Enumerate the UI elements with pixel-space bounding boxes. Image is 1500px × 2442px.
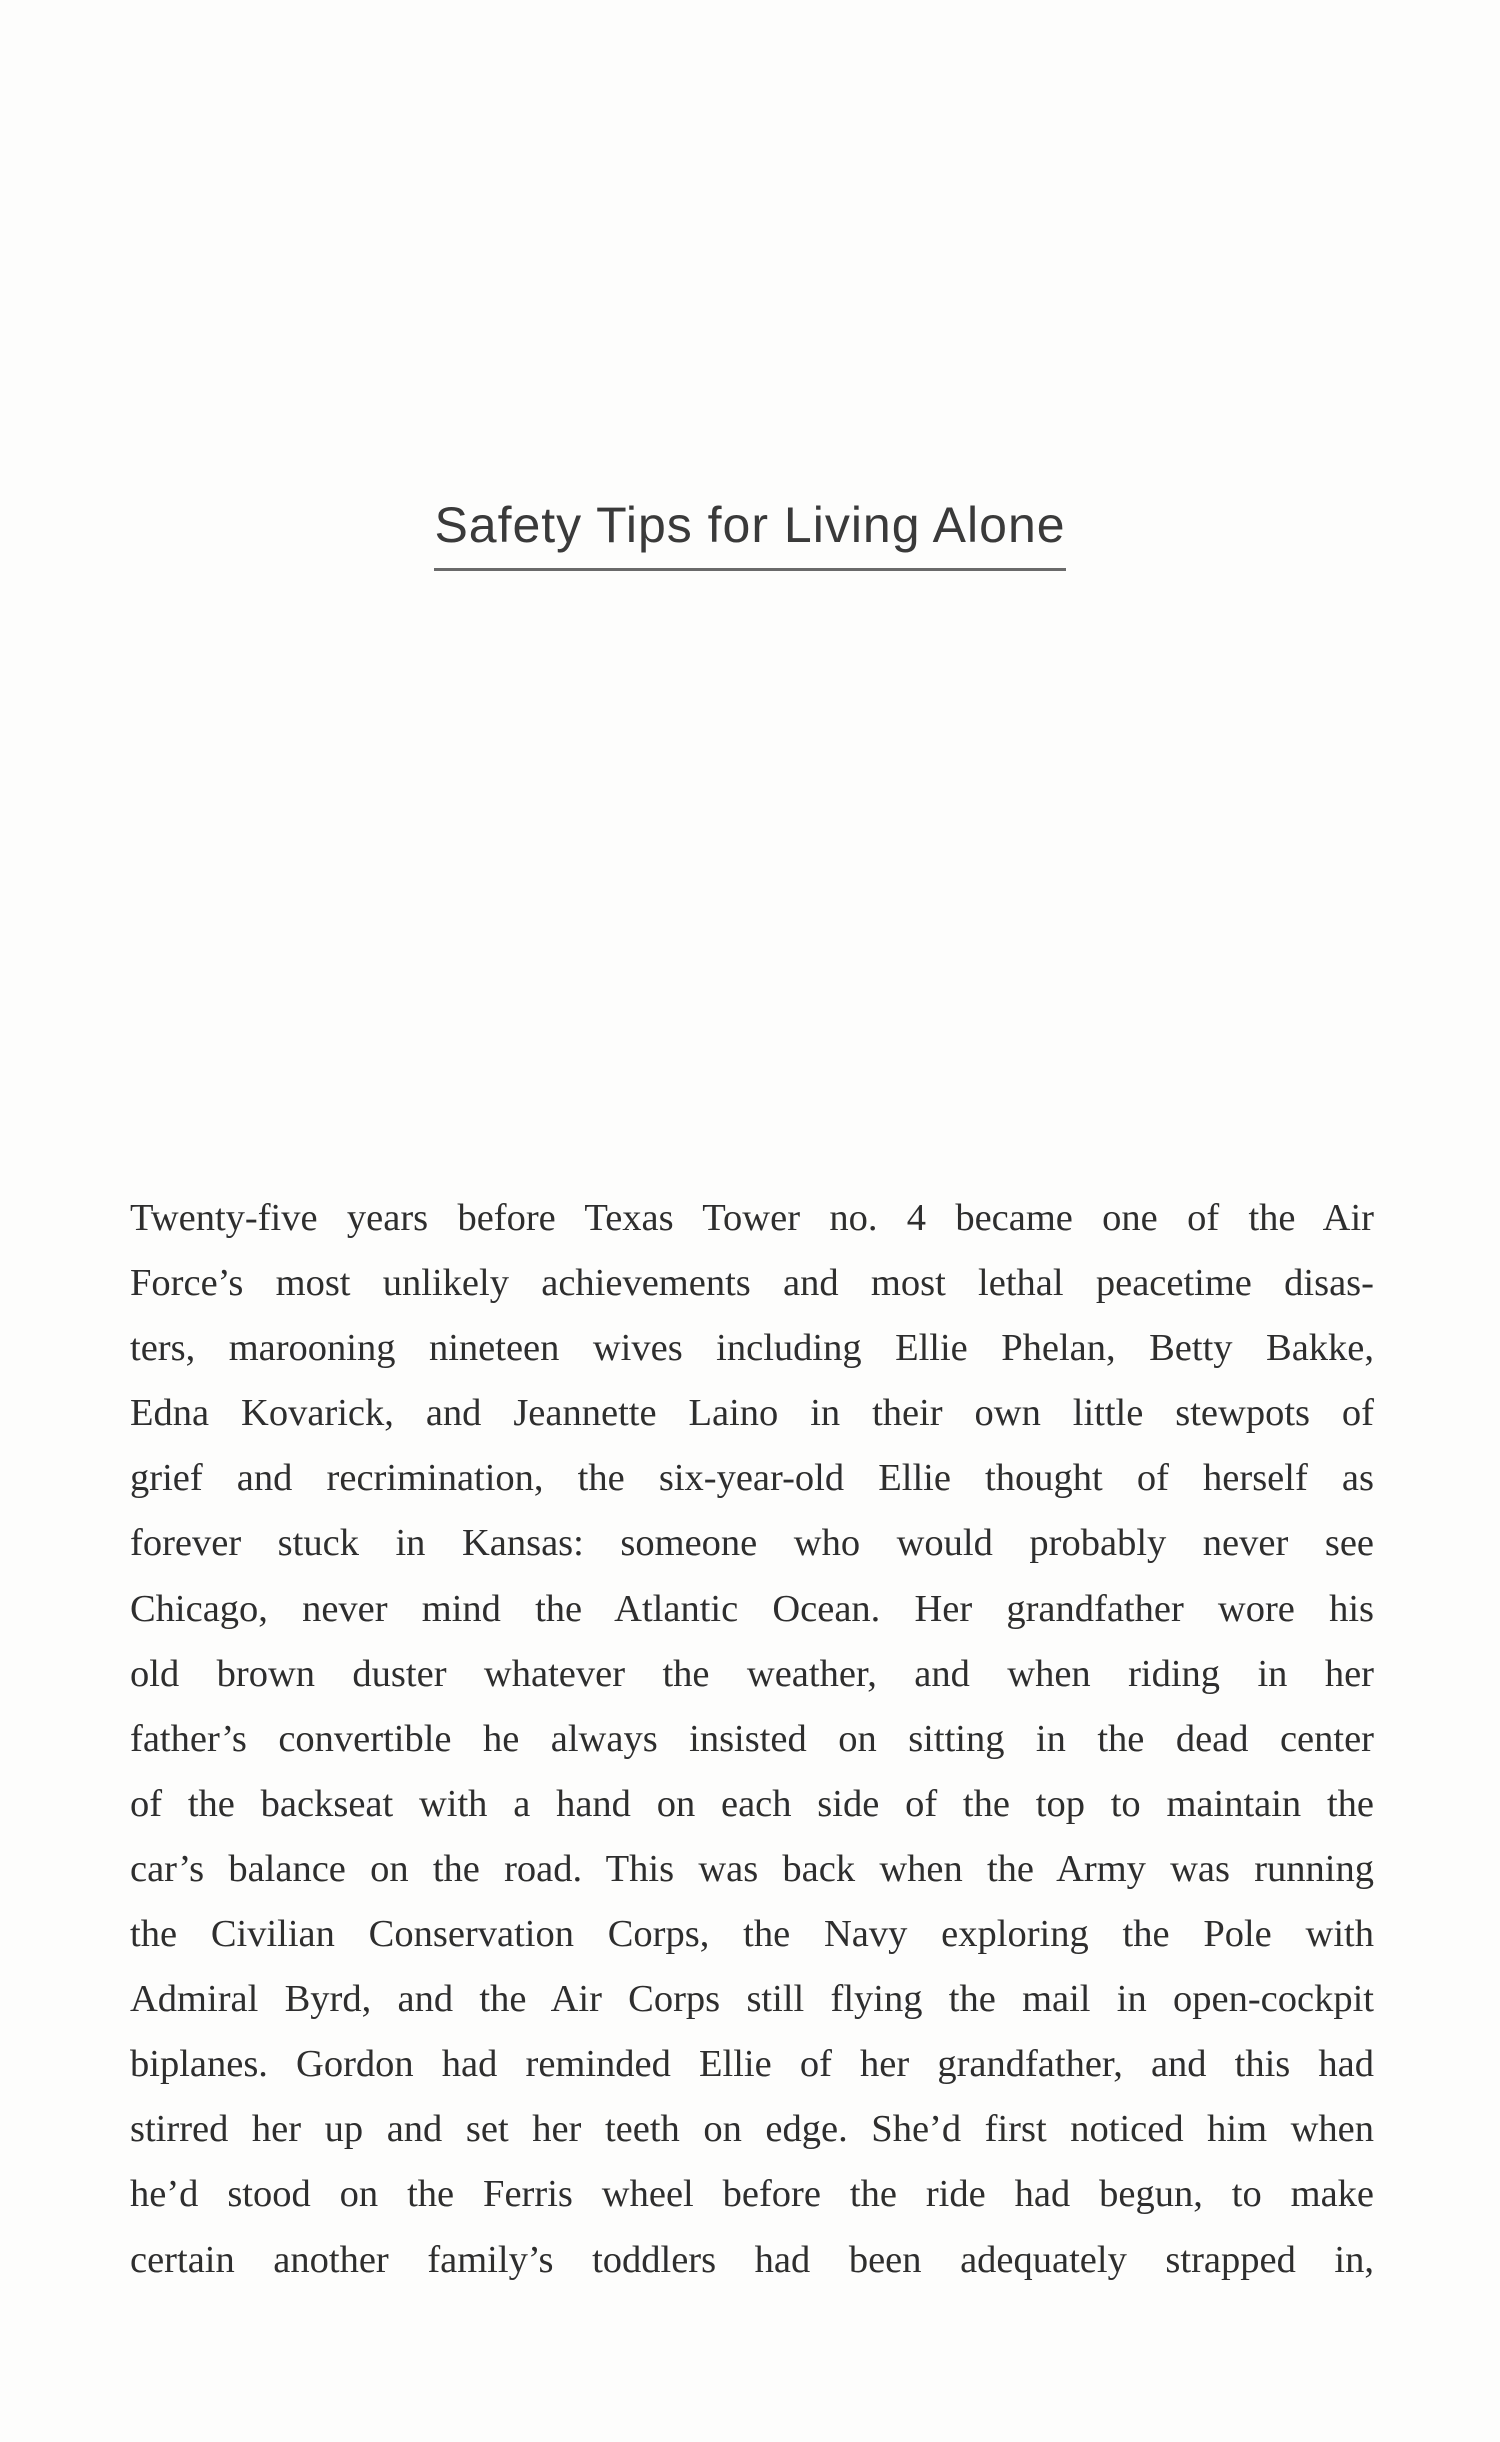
text-line: biplanes. Gordon had reminded Ellie of her grandfather, and this had (130, 2043, 1374, 2086)
text-line: father’s convertible he always insisted on sitting in the dead center (130, 1717, 1374, 1760)
chapter-title: Safety Tips for Living Alone (434, 496, 1065, 571)
text-line: Twenty-five years before Texas Tower no. 4 became one of the Air (130, 1197, 1374, 1239)
text-line: stirred her up and set her teeth on edge. She’d first noticed him when (130, 2108, 1374, 2151)
text-line: old brown duster whatever the weather, and when riding in her (130, 1652, 1374, 1695)
text-line: forever stuck in Kansas: someone who would probably never see (130, 1522, 1374, 1565)
text-line: Force’s most unlikely achievements and most lethal peacetime disas- (130, 1262, 1374, 1305)
text-line: he’d stood on the Ferris wheel before the ride had begun, to make (130, 2173, 1374, 2216)
text-line: the Civilian Conservation Corps, the Navy exploring the Pole with (130, 1913, 1374, 1956)
text-line: Chicago, never mind the Atlantic Ocean. Her grandfather wore his (130, 1587, 1374, 1630)
body-paragraph (130, 1186, 1374, 2293)
text-line: ters, marooning nineteen wives including Ellie Phelan, Betty Bakke, (130, 1327, 1374, 1370)
text-line: of the backseat with a hand on each side of the top to maintain the (130, 1782, 1374, 1825)
text-line: grief and recrimination, the six-year-old Ellie thought of herself as (130, 1457, 1374, 1500)
text-line: certain another family’s toddlers had been adequately strapped in, (130, 2238, 1374, 2281)
chapter-heading (0, 462, 1500, 604)
text-line: Admiral Byrd, and the Air Corps still flying the mail in open-cockpit (130, 1978, 1374, 2021)
text-line: car’s balance on the road. This was back when the Army was running (130, 1847, 1374, 1890)
text-line: Edna Kovarick, and Jeannette Laino in their own little stewpots of (130, 1392, 1374, 1435)
